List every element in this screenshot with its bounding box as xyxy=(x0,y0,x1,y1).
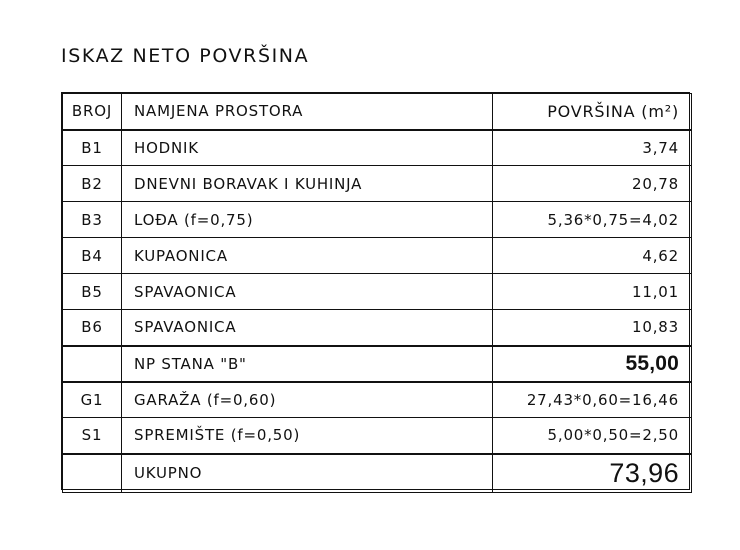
row-name: SPAVAONICA xyxy=(122,310,493,346)
row-code: S1 xyxy=(63,418,122,454)
row-code: B2 xyxy=(63,166,122,202)
row-area: 20,78 xyxy=(493,166,692,202)
row-name: SPREMIŠTE (f=0,50) xyxy=(122,418,493,454)
row-area: 27,43*0,60=16,46 xyxy=(493,382,692,418)
total-value: 73,96 xyxy=(493,454,692,493)
total-row xyxy=(63,454,692,493)
row-code: B6 xyxy=(63,310,122,346)
row-area: 10,83 xyxy=(493,310,692,346)
subtotal-row xyxy=(63,346,692,382)
row-code: B4 xyxy=(63,238,122,274)
row-code: B5 xyxy=(63,274,122,310)
table-row xyxy=(63,130,692,166)
table-row xyxy=(63,274,692,310)
table-row xyxy=(63,166,692,202)
table-row xyxy=(63,382,692,418)
row-name: GARAŽA (f=0,60) xyxy=(122,382,493,418)
subtotal-code xyxy=(63,346,122,382)
row-name: SPAVAONICA xyxy=(122,274,493,310)
document-title: ISKAZ NETO POVRŠINA xyxy=(61,45,310,67)
table-header-row xyxy=(63,94,692,130)
row-name: DNEVNI BORAVAK I KUHINJA xyxy=(122,166,493,202)
row-code: B3 xyxy=(63,202,122,238)
row-name: HODNIK xyxy=(122,130,493,166)
row-area: 4,62 xyxy=(493,238,692,274)
row-area: 11,01 xyxy=(493,274,692,310)
subtotal-label: NP STANA "B" xyxy=(122,346,493,382)
row-area: 3,74 xyxy=(493,130,692,166)
net-area-table xyxy=(62,93,692,493)
area-table-frame xyxy=(61,92,690,490)
row-code: G1 xyxy=(63,382,122,418)
table-row xyxy=(63,202,692,238)
header-code: BROJ xyxy=(63,94,122,130)
table-row xyxy=(63,310,692,346)
row-area: 5,36*0,75=4,02 xyxy=(493,202,692,238)
subtotal-value: 55,00 xyxy=(493,346,692,382)
row-name: KUPAONICA xyxy=(122,238,493,274)
table-row xyxy=(63,418,692,454)
header-area: POVRŠINA (m²) xyxy=(493,94,692,130)
row-area: 5,00*0,50=2,50 xyxy=(493,418,692,454)
header-name: NAMJENA PROSTORA xyxy=(122,94,493,130)
total-label: UKUPNO xyxy=(122,454,493,493)
table-row xyxy=(63,238,692,274)
row-name: LOĐA (f=0,75) xyxy=(122,202,493,238)
total-code xyxy=(63,454,122,493)
row-code: B1 xyxy=(63,130,122,166)
